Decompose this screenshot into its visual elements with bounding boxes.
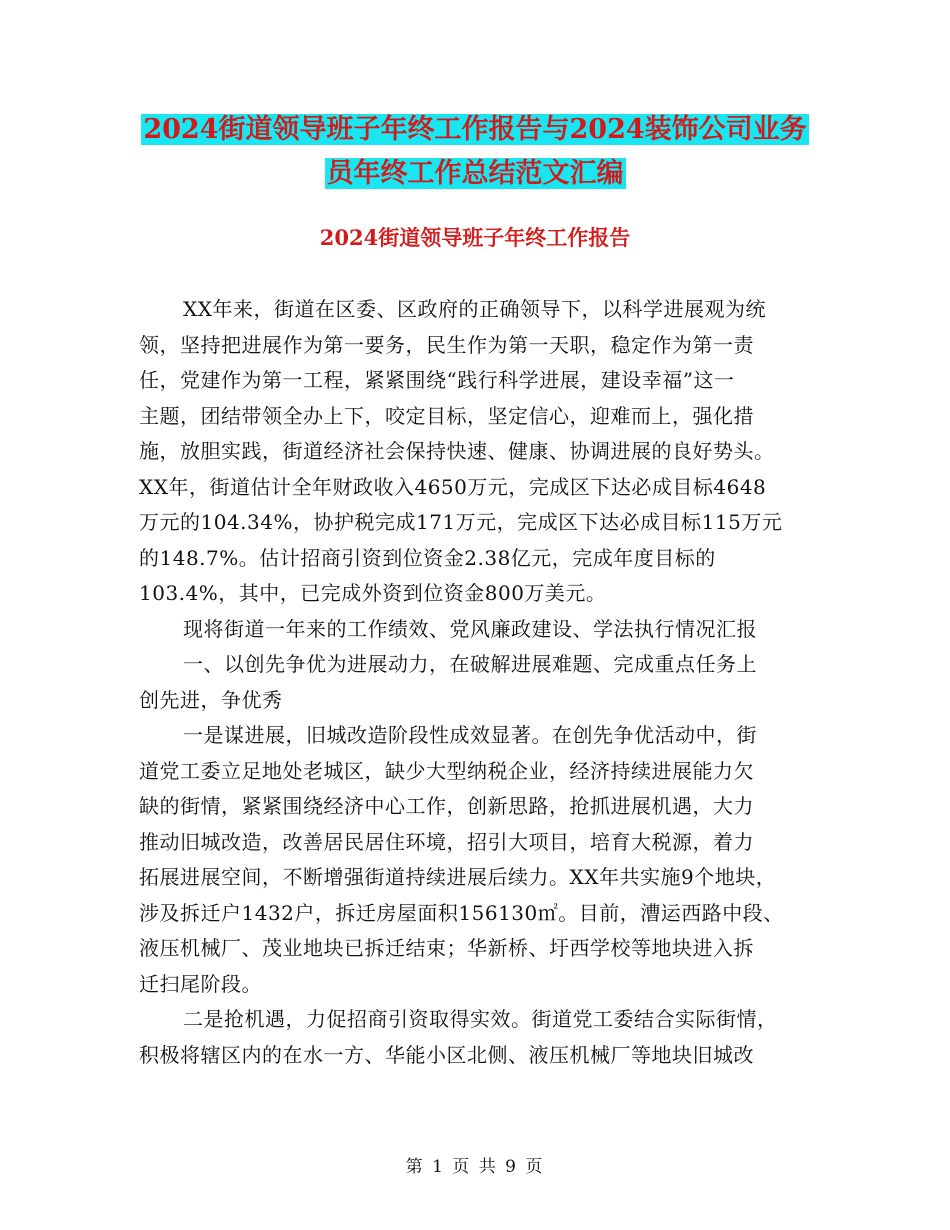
document-title-line-1: 2024街道领导班子年终工作报告与2024装饰公司业务 [143, 114, 807, 145]
section-title: 2024街道领导班子年终工作报告 [319, 225, 631, 250]
body-line: 涉及拆迁户1432户，拆迁房屋面积156130㎡。目前，漕运西路中段、 [139, 900, 784, 925]
body-line: 主题，团结带领全办上下，咬定目标，坚定信心，迎难而上，强化措 [139, 403, 754, 428]
page-footer: 第 1 页 共 9 页 [405, 1157, 545, 1177]
body-line: 道党工委立足地处老城区，缺少大型纳税企业，经济持续进展能力欠 [139, 758, 754, 783]
body-line: 任，党建作为第一工程，紧紧围绕“践行科学进展，建设幸福”这一 [139, 368, 735, 392]
body-line: 缺的街情，紧紧围绕经济中心工作，创新思路，抢抓进展机遇，大力 [139, 794, 754, 818]
document-body [139, 292, 799, 1073]
body-line: 创先进，争优秀 [139, 687, 283, 712]
body-line: XX年，街道估计全年财政收入4650万元，完成区下达必成目标4648 [139, 474, 767, 499]
document-title-line-2: 员年终工作总结范文汇编 [326, 158, 624, 189]
body-line: 一是谋进展，旧城改造阶段性成效显著。在创先争优活动中，街 [183, 723, 757, 747]
body-line: 二是抢机遇，力促招商引资取得实效。街道党工委结合实际街情， [183, 1007, 778, 1031]
body-line: 积极将辖区内的在水一方、华能小区北侧、液压机械厂等地块旧城改 [139, 1042, 754, 1067]
body-line: 施，放胆实践，街道经济社会保持快速、健康、协调进展的良好势头。 [139, 439, 775, 463]
body-line: 拓展进展空间，不断增强街道持续进展后续力。XX年共实施9个地块， [139, 865, 777, 889]
body-line: 的148.7%。估计招商引资到位资金2.38亿元，完成年度目标的 [139, 545, 716, 570]
body-line: 推动旧城改造，改善居民居住环境，招引大项目，培育大税源，着力 [139, 829, 754, 854]
body-line: 103.4%，其中，已完成外资到位资金800万美元。 [139, 581, 607, 605]
body-line: 一、以创先争优为进展动力，在破解进展难题、完成重点任务上 [183, 652, 757, 676]
body-line: 万元的104.34%，协护税完成171万元，完成区下达必成目标115万元 [139, 510, 783, 534]
body-line: 现将街道一年来的工作绩效、党风廉政建设、学法执行情况汇报 [183, 616, 757, 641]
body-line: 领，坚持把进展作为第一要务，民生作为第一天职，稳定作为第一责 [139, 332, 754, 357]
body-line: XX年来，街道在区委、区政府的正确领导下，以科学进展观为统 [183, 297, 766, 321]
body-line: 迁扫尾阶段。 [139, 971, 262, 996]
body-line: 液压机械厂、茂业地块已拆迁结束；华新桥、圩西学校等地块进入拆 [139, 936, 754, 960]
